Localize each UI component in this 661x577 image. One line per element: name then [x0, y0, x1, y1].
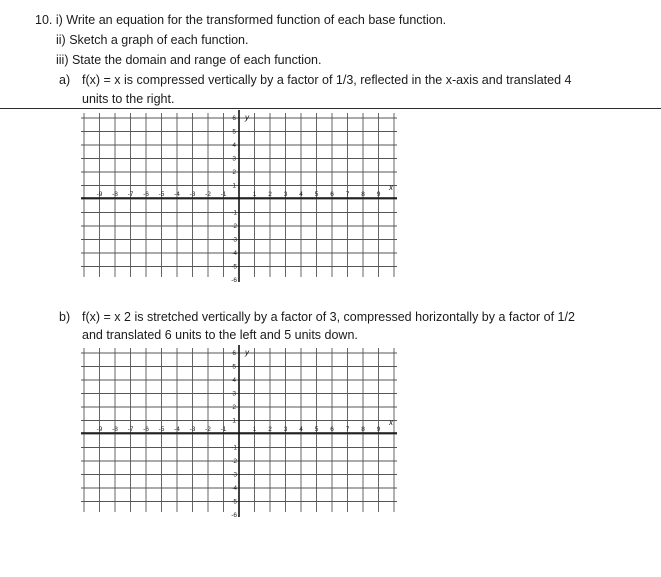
graph-b-x-tick-label: 9	[376, 426, 381, 433]
graph-a-y-tick-label: 5	[232, 128, 236, 136]
graph-b	[81, 345, 397, 517]
graph-b-y-tick-label: -5	[231, 498, 237, 506]
graph-b-y-axis-label: y	[245, 348, 249, 357]
graph-b-x-tick-label: 2	[268, 426, 272, 433]
graph-b-x-tick-label: -5	[158, 426, 165, 433]
graph-a-grid	[81, 110, 397, 282]
graph-a-y-tick-label: -2	[231, 223, 237, 230]
graph-a-x-tick-label: 7	[345, 191, 350, 198]
graph-b-y-tick-label: -6	[231, 512, 237, 517]
question-header	[35, 12, 446, 28]
graph-a-x-axis-label: x	[389, 183, 393, 192]
graph-b-x-tick-label: -7	[127, 426, 134, 433]
graph-a-y-tick-label: 3	[232, 155, 236, 163]
graph-a-y-tick-label: -5	[231, 263, 237, 271]
graph-b-x-tick-label: 8	[361, 426, 365, 433]
graph-b-x-tick-label: 4	[299, 426, 303, 433]
graph-a-y-tick-label: 1	[232, 182, 236, 190]
graph-b-x-tick-label: -8	[112, 426, 118, 433]
graph-b-y-tick-label: -2	[231, 458, 237, 465]
graph-b-y-tick-label: 6	[232, 350, 236, 357]
graph-b-y-tick-label: -1	[231, 444, 237, 452]
graph-b-y-tick-label: 5	[232, 363, 236, 371]
item-a-text-line2: units to the right.	[82, 92, 175, 106]
item-a-label: a)	[59, 73, 71, 87]
graph-b-y-tick-label: 4	[232, 377, 236, 384]
graph-a-x-tick-label: 8	[361, 191, 365, 198]
graph-b-x-axis-label: x	[389, 418, 393, 427]
graph-a-x-tick-label: 2	[268, 191, 272, 198]
graph-b-y-tick-label: 3	[232, 390, 236, 398]
graph-a-y-tick-label: -4	[231, 250, 237, 257]
graph-b-x-tick-label: -2	[205, 426, 211, 433]
graph-b-x-tick-label: -1	[220, 426, 227, 433]
graph-a-y-tick-label: 2	[232, 169, 236, 176]
graph-b-x-tick-label: -3	[189, 426, 196, 433]
graph-a-x-tick-label: 6	[330, 191, 334, 198]
graph-a-x-tick-label: -6	[143, 191, 149, 198]
item-b-label: b)	[59, 310, 71, 324]
graph-b-y-tick-label: 1	[232, 417, 236, 425]
graph-b-grid	[81, 345, 397, 517]
graph-a-x-tick-label: 5	[314, 191, 319, 198]
question-part-ii: ii) Sketch a graph of each function.	[56, 33, 249, 47]
graph-a-x-tick-label: 1	[252, 191, 257, 198]
item-b-text-line2: and translated 6 units to the left and 5 units down.	[82, 328, 358, 342]
graph-b-x-tick-label: 1	[252, 426, 257, 433]
graph-a-x-tick-label: 9	[376, 191, 381, 198]
graph-a-x-tick-label: -4	[174, 191, 180, 198]
graph-b-y-tick-label: -3	[231, 471, 237, 479]
graph-a-x-tick-label: -1	[220, 191, 227, 198]
graph-a-y-tick-label: -3	[231, 236, 237, 244]
graph-b-y-tick-label: -4	[231, 485, 237, 492]
graph-a-x-tick-label: -3	[189, 191, 196, 198]
graph-b-x-tick-label: 5	[314, 426, 319, 433]
graph-b-x-tick-label: -9	[96, 426, 103, 433]
graph-a-x-tick-label: 4	[299, 191, 303, 198]
item-a-text-line1: f(x) = x is compressed vertically by a factor of 1/3, reflected in the x-axis and translated 4	[82, 73, 572, 87]
graph-a	[81, 110, 397, 282]
question-part-iii: iii) State the domain and range of each function.	[56, 53, 322, 67]
graph-a-x-tick-label: -7	[127, 191, 134, 198]
graph-a-x-tick-label: -5	[158, 191, 165, 198]
graph-a-x-tick-label: -2	[205, 191, 211, 198]
graph-a-x-tick-label: -9	[96, 191, 103, 198]
graph-b-x-tick-label: 7	[345, 426, 350, 433]
item-b-text-line1: f(x) = x 2 is stretched vertically by a factor of 3, compressed horizontally by a factor of 1/2	[82, 310, 575, 324]
graph-b-x-tick-label: -4	[174, 426, 180, 433]
graph-b-x-tick-label: 6	[330, 426, 334, 433]
question-part-i: i) Write an equation for the transformed function of each base function.	[55, 13, 447, 27]
graph-a-x-tick-label: 3	[283, 191, 288, 198]
graph-a-y-tick-label: -6	[231, 277, 237, 282]
graph-b-x-tick-label: -6	[143, 426, 149, 433]
graph-a-y-axis-label: y	[245, 113, 249, 122]
graph-a-y-tick-label: 4	[232, 142, 236, 149]
section-divider	[0, 108, 661, 109]
graph-a-y-tick-label: -1	[231, 209, 237, 217]
graph-a-y-tick-label: 6	[232, 115, 236, 122]
graph-b-x-tick-label: 3	[283, 426, 288, 433]
graph-a-x-tick-label: -8	[112, 191, 118, 198]
question-number: 10.	[35, 13, 53, 27]
graph-b-y-tick-label: 2	[232, 404, 236, 411]
